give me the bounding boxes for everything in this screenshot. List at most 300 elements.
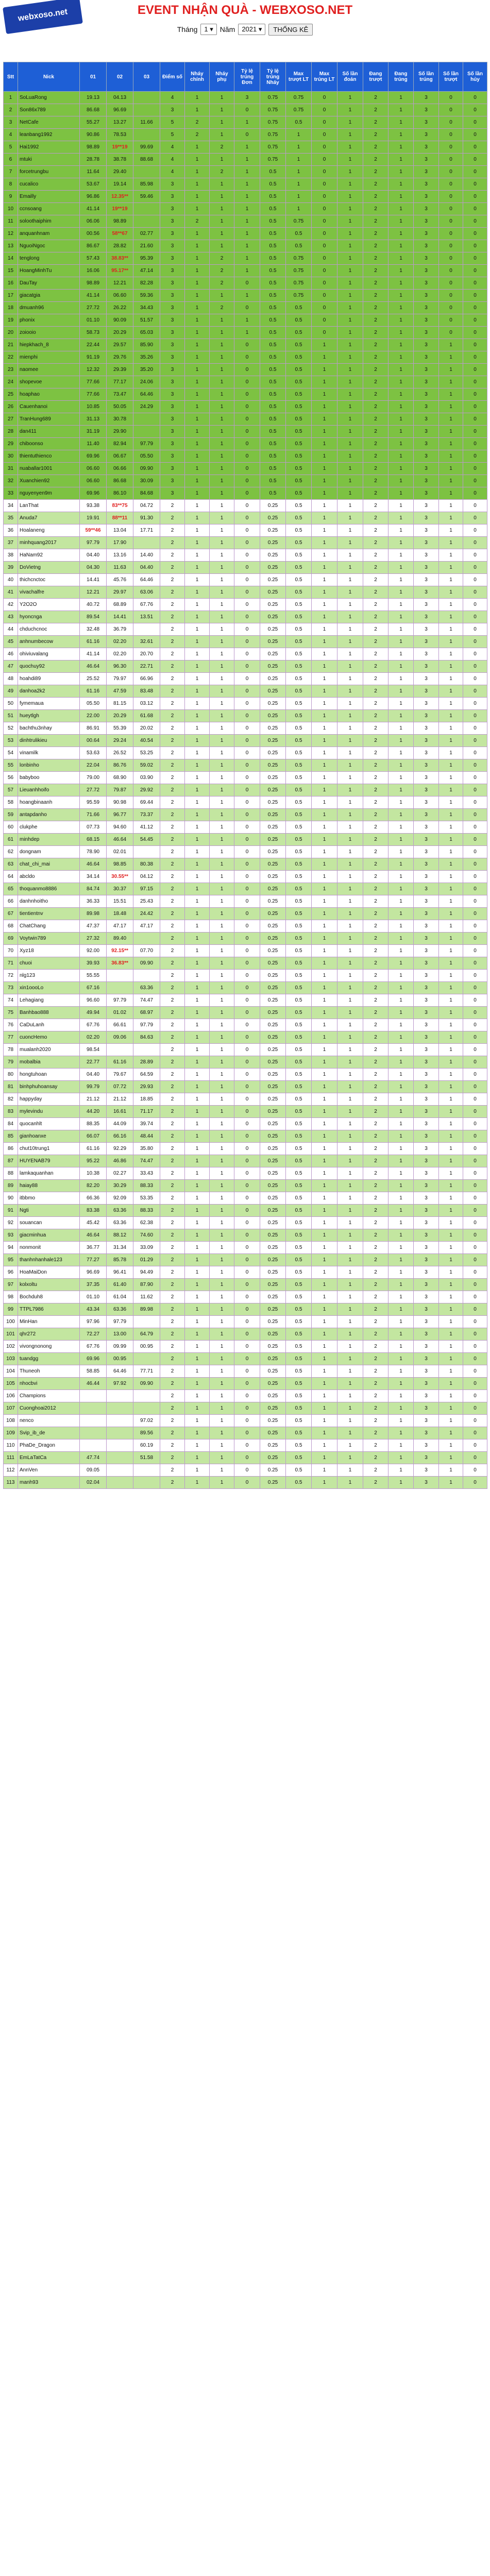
table-cell: 0.5 <box>286 1427 312 1439</box>
nick-cell[interactable]: SoLuaRong <box>18 92 80 104</box>
nick-cell[interactable]: hiepkhach_8 <box>18 339 80 351</box>
nick-cell[interactable]: minhdep <box>18 834 80 846</box>
table-cell: 2 <box>363 1254 388 1266</box>
table-row <box>4 1427 487 1439</box>
nick-cell[interactable]: chuoi <box>18 957 80 970</box>
table-cell: 1 <box>337 1205 363 1217</box>
table-cell: 51.58 <box>133 1452 160 1464</box>
table-cell: 0.25 <box>260 1464 286 1477</box>
nick-cell[interactable]: mienphi <box>18 351 80 364</box>
table-cell: 2 <box>363 908 388 920</box>
table-cell: 42 <box>4 599 18 611</box>
table-cell: 29.40 <box>107 166 133 178</box>
table-cell: 1 <box>312 475 337 487</box>
table-row <box>4 154 487 166</box>
table-cell: 1 <box>210 351 234 364</box>
table-cell: 1 <box>388 302 414 314</box>
table-cell: 1 <box>337 104 363 116</box>
nick-cell[interactable]: vivongnonong <box>18 1341 80 1353</box>
month-select[interactable]: 1 ▾ <box>200 24 216 35</box>
table-cell: 32 <box>4 475 18 487</box>
table-cell: 3 <box>160 277 185 290</box>
table-cell: 1 <box>439 1328 463 1341</box>
nick-cell[interactable]: tenglong <box>18 252 80 265</box>
nick-cell[interactable]: chat_chi_mai <box>18 858 80 871</box>
table-cell: 9 <box>4 191 18 203</box>
table-cell: 0 <box>463 611 487 623</box>
nick-cell[interactable]: haiay88 <box>18 1180 80 1192</box>
table-cell: 94.49 <box>133 1266 160 1279</box>
nick-cell[interactable]: EmLaTatCa <box>18 1452 80 1464</box>
nick-cell[interactable]: thientuthienco <box>18 450 80 463</box>
nick-cell[interactable]: Cuonghoai2012 <box>18 1402 80 1415</box>
table-cell: 1 <box>388 1192 414 1205</box>
table-cell: 1 <box>337 1180 363 1192</box>
nick-cell[interactable]: thoquanmo8886 <box>18 883 80 895</box>
table-cell: 0 <box>439 215 463 228</box>
table-cell: 3 <box>414 1415 439 1427</box>
table-cell: 0 <box>463 1056 487 1069</box>
nick-cell[interactable]: soloothaiphim <box>18 215 80 228</box>
nick-cell[interactable]: chiboonso <box>18 438 80 450</box>
table-cell: 0 <box>312 116 337 129</box>
table-cell: 1 <box>210 1279 234 1291</box>
table-cell: 0.5 <box>260 438 286 450</box>
table-cell: 0.25 <box>260 970 286 982</box>
nick-cell[interactable]: ChatChang <box>18 920 80 933</box>
table-cell: 3 <box>414 1291 439 1303</box>
table-cell: 41 <box>4 586 18 599</box>
table-cell: 0.5 <box>260 426 286 438</box>
table-cell: 1 <box>388 1402 414 1415</box>
nick-cell[interactable]: nonmonit <box>18 1242 80 1254</box>
nick-cell[interactable]: Banhbao888 <box>18 1007 80 1019</box>
nick-cell[interactable]: PhaDe_Dragon <box>18 1439 80 1452</box>
table-cell: 0 <box>463 747 487 759</box>
year-value: 2021 <box>242 25 257 33</box>
nick-cell[interactable]: TTPL7986 <box>18 1303 80 1316</box>
table-cell: 1 <box>439 623 463 636</box>
nick-cell[interactable]: NetCafe <box>18 116 80 129</box>
table-cell: 3 <box>160 252 185 265</box>
table-cell: 1 <box>210 1143 234 1155</box>
column-header: 02 <box>107 62 133 92</box>
nick-cell[interactable]: nhocbvi <box>18 1378 80 1390</box>
table-cell: 3 <box>414 203 439 215</box>
table-cell: 1 <box>439 908 463 920</box>
nick-cell[interactable]: Son86x789 <box>18 104 80 116</box>
table-row <box>4 858 487 871</box>
table-cell: 1 <box>388 1378 414 1390</box>
nick-cell[interactable]: Svip_ib_de <box>18 1427 80 1439</box>
table-cell: 1 <box>388 1143 414 1155</box>
nick-cell[interactable]: vivachalfre <box>18 586 80 599</box>
table-cell: 1 <box>185 500 210 512</box>
nick-cell[interactable]: dan411 <box>18 426 80 438</box>
nick-cell[interactable]: Bochduh8 <box>18 1291 80 1303</box>
table-cell: 1 <box>210 908 234 920</box>
table-cell: 55.27 <box>80 116 107 129</box>
nick-cell[interactable]: kolxoltu <box>18 1279 80 1291</box>
table-cell: 2 <box>363 698 388 710</box>
table-cell: 1 <box>210 920 234 933</box>
table-cell: 2 <box>160 673 185 685</box>
table-cell: 1 <box>185 549 210 562</box>
table-cell: 30.09 <box>133 475 160 487</box>
table-cell: 2 <box>160 1353 185 1365</box>
nick-cell[interactable]: ccnsoang <box>18 203 80 215</box>
table-cell: 55 <box>4 759 18 772</box>
table-cell: 06.60 <box>80 463 107 475</box>
table-cell: 1 <box>337 1106 363 1118</box>
nick-cell[interactable]: abcldo <box>18 871 80 883</box>
table-cell: 95.22 <box>80 1155 107 1167</box>
table-cell: 0.5 <box>260 228 286 240</box>
table-row <box>4 1118 487 1130</box>
nick-cell[interactable]: dongnam <box>18 846 80 858</box>
table-cell: 0.25 <box>260 562 286 574</box>
table-cell: 1 <box>388 450 414 463</box>
nick-cell[interactable]: anhnumbecow <box>18 636 80 648</box>
nick-cell[interactable]: clukphe <box>18 821 80 834</box>
nick-cell[interactable]: Hoalaneng <box>18 524 80 537</box>
nick-cell[interactable]: nuaballar1001 <box>18 463 80 475</box>
nick-cell[interactable]: thanhnhanhale123 <box>18 1254 80 1266</box>
nick-cell[interactable]: NguoiNgoc <box>18 240 80 252</box>
table-cell: 1 <box>337 302 363 314</box>
nick-cell[interactable]: Ngti <box>18 1205 80 1217</box>
nick-cell[interactable]: lamkaquanhan <box>18 1167 80 1180</box>
nick-cell[interactable]: AnnVen <box>18 1464 80 1477</box>
nick-cell[interactable]: hueytlgh <box>18 710 80 722</box>
nick-cell[interactable]: minhquang2017 <box>18 537 80 549</box>
table-cell: 53.63 <box>80 747 107 759</box>
nick-cell[interactable]: MinHan <box>18 1316 80 1328</box>
nick-cell[interactable]: naomee <box>18 364 80 376</box>
nick-cell[interactable]: Xuanchien92 <box>18 475 80 487</box>
nick-cell[interactable]: leanbang1992 <box>18 129 80 141</box>
table-cell: 2 <box>160 858 185 871</box>
table-cell: 3 <box>160 203 185 215</box>
table-cell: 57 <box>4 784 18 796</box>
table-cell: 1 <box>439 512 463 524</box>
table-cell: 97.79 <box>80 537 107 549</box>
table-cell <box>80 1390 107 1402</box>
table-cell: 0.5 <box>286 636 312 648</box>
nick-cell[interactable]: dmuanh96 <box>18 302 80 314</box>
nick-cell[interactable]: hoahdi89 <box>18 673 80 685</box>
nick-cell[interactable]: bachthu3nhay <box>18 722 80 735</box>
nick-cell[interactable]: mtuki <box>18 154 80 166</box>
table-cell: 1 <box>388 957 414 970</box>
nick-cell[interactable]: tientientnv <box>18 908 80 920</box>
nick-cell[interactable]: CaDuLanh <box>18 1019 80 1031</box>
table-cell: 1 <box>439 1378 463 1390</box>
nick-cell[interactable]: nenco <box>18 1415 80 1427</box>
table-cell: 1 <box>337 970 363 982</box>
nick-cell[interactable]: nguyenyen9m <box>18 487 80 500</box>
table-cell: 1 <box>185 314 210 327</box>
nick-cell[interactable]: Lehagiang <box>18 994 80 1007</box>
table-cell: 0 <box>234 1118 260 1130</box>
table-cell: 3 <box>414 636 439 648</box>
nick-cell[interactable]: happyday <box>18 1093 80 1106</box>
nick-cell[interactable]: Thuneoh <box>18 1365 80 1378</box>
table-cell: 1 <box>185 883 210 895</box>
table-cell: 3 <box>414 883 439 895</box>
table-cell: 0 <box>463 1378 487 1390</box>
nick-cell[interactable]: thichcnctoc <box>18 574 80 586</box>
table-cell: 1 <box>312 784 337 796</box>
table-cell <box>107 1390 133 1402</box>
nick-cell[interactable]: itbbmo <box>18 1192 80 1205</box>
nick-cell[interactable]: HaNam92 <box>18 549 80 562</box>
table-cell: 0 <box>312 228 337 240</box>
table-cell: 19**19 <box>107 141 133 154</box>
table-cell: 1 <box>312 883 337 895</box>
table-row <box>4 586 487 599</box>
table-cell: 3 <box>414 141 439 154</box>
table-cell: 0 <box>463 1402 487 1415</box>
nick-cell[interactable]: xin1oooLo <box>18 982 80 994</box>
table-cell: 1 <box>388 1439 414 1452</box>
table-cell: 2 <box>363 438 388 450</box>
nick-cell[interactable]: Lieuanhhoifo <box>18 784 80 796</box>
table-cell: 1 <box>185 772 210 784</box>
nick-cell[interactable]: Emailly <box>18 191 80 203</box>
table-row <box>4 215 487 228</box>
table-cell: 16.06 <box>80 265 107 277</box>
table-cell: 3 <box>414 834 439 846</box>
table-cell: 0 <box>463 599 487 611</box>
nick-cell[interactable]: mualanh2020 <box>18 1044 80 1056</box>
table-cell: 79.97 <box>107 673 133 685</box>
nick-cell[interactable]: mylevindu <box>18 1106 80 1118</box>
nick-cell[interactable]: HoaMaiDon <box>18 1266 80 1279</box>
table-cell: 0 <box>234 438 260 450</box>
nick-cell[interactable]: hongtuhoan <box>18 1069 80 1081</box>
nick-cell[interactable]: DoVietng <box>18 562 80 574</box>
nick-cell[interactable]: Xyz18 <box>18 945 80 957</box>
table-cell: 0 <box>234 772 260 784</box>
table-cell: 0 <box>463 1266 487 1279</box>
nick-cell[interactable]: hyoncnga <box>18 611 80 623</box>
nick-cell[interactable]: phonix <box>18 314 80 327</box>
nick-cell[interactable]: hoaphao <box>18 388 80 401</box>
table-cell: 3 <box>414 1155 439 1167</box>
nick-cell[interactable]: qhr272 <box>18 1328 80 1341</box>
table-cell: 35 <box>4 512 18 524</box>
nick-cell[interactable]: mobalbia <box>18 1056 80 1069</box>
nick-cell[interactable]: Champions <box>18 1390 80 1402</box>
table-row <box>4 1303 487 1316</box>
nick-cell[interactable]: chduchcnoc <box>18 623 80 636</box>
table-cell: 0 <box>439 178 463 191</box>
table-cell: 0.5 <box>286 240 312 252</box>
table-cell: 1 <box>388 809 414 821</box>
table-cell: 1 <box>185 908 210 920</box>
nick-cell[interactable]: antapdanho <box>18 809 80 821</box>
table-cell: 0 <box>463 1069 487 1081</box>
table-cell: 1 <box>388 426 414 438</box>
nick-cell[interactable]: zoiooio <box>18 327 80 339</box>
table-row <box>4 759 487 772</box>
table-row <box>4 1229 487 1242</box>
table-cell: 94.60 <box>107 821 133 834</box>
table-row <box>4 1353 487 1365</box>
nick-cell[interactable]: LanThat <box>18 500 80 512</box>
table-cell: 2 <box>160 512 185 524</box>
nick-cell[interactable]: forcetrungbu <box>18 166 80 178</box>
table-cell: 46.86 <box>107 1155 133 1167</box>
table-cell: 1 <box>210 784 234 796</box>
column-header: Nick <box>18 62 80 92</box>
table-cell: 3 <box>414 1439 439 1452</box>
table-cell: 35.26 <box>133 351 160 364</box>
nick-cell[interactable]: HUYENAB79 <box>18 1155 80 1167</box>
nick-cell[interactable]: fymemaua <box>18 698 80 710</box>
nick-cell[interactable]: Anuda7 <box>18 512 80 524</box>
nick-cell[interactable]: babyboo <box>18 772 80 784</box>
table-cell: 2 <box>363 277 388 290</box>
table-cell: 0.5 <box>286 327 312 339</box>
table-cell: 1 <box>439 611 463 623</box>
table-cell: 1 <box>185 562 210 574</box>
table-row <box>4 1452 487 1464</box>
table-cell: 20.02 <box>133 722 160 735</box>
table-cell: 2 <box>363 957 388 970</box>
nick-cell[interactable]: Hai1992 <box>18 141 80 154</box>
table-cell: 0.5 <box>286 821 312 834</box>
nick-cell[interactable]: anquanhnam <box>18 228 80 240</box>
nick-cell[interactable]: quocanhlt <box>18 1118 80 1130</box>
table-cell: 1 <box>337 1303 363 1316</box>
table-cell: 0 <box>234 388 260 401</box>
table-cell: 1 <box>210 524 234 537</box>
table-cell: 69 <box>4 933 18 945</box>
table-cell: 0.25 <box>260 1303 286 1316</box>
table-cell: 1 <box>210 154 234 166</box>
nick-cell[interactable]: danhoa2k2 <box>18 685 80 698</box>
table-cell: 0 <box>234 933 260 945</box>
nick-cell[interactable]: TranHung689 <box>18 413 80 426</box>
column-header: 01 <box>80 62 107 92</box>
table-cell: 0 <box>463 1439 487 1452</box>
table-cell: 2 <box>363 1365 388 1378</box>
table-cell: 1 <box>388 1130 414 1143</box>
nick-cell[interactable]: nlg123 <box>18 970 80 982</box>
stats-button[interactable]: THỐNG KÊ <box>268 24 313 36</box>
table-cell: 1 <box>312 1031 337 1044</box>
table-cell: 0 <box>312 290 337 302</box>
nick-cell[interactable]: souancan <box>18 1217 80 1229</box>
table-cell: 1 <box>185 1303 210 1316</box>
nick-cell[interactable]: cuoncHemo <box>18 1031 80 1044</box>
table-row <box>4 191 487 203</box>
table-cell: 0 <box>234 1019 260 1031</box>
table-cell: 0.75 <box>286 265 312 277</box>
table-cell: 1 <box>337 685 363 698</box>
table-cell: 1 <box>185 735 210 747</box>
table-cell: 1 <box>210 747 234 759</box>
nick-cell[interactable]: gianhoanxe <box>18 1130 80 1143</box>
nick-cell[interactable]: hoangbinaanh <box>18 796 80 809</box>
nick-cell[interactable]: lonbinho <box>18 759 80 772</box>
table-cell: 1 <box>337 945 363 957</box>
nick-cell[interactable]: tuandgg <box>18 1353 80 1365</box>
table-cell: 0 <box>234 957 260 970</box>
nick-cell[interactable]: binhphuhoansay <box>18 1081 80 1093</box>
nick-cell[interactable]: manh93 <box>18 1477 80 1489</box>
nick-cell[interactable]: Y2O2O <box>18 599 80 611</box>
nick-cell[interactable]: HoangMinhTu <box>18 265 80 277</box>
table-cell: 0 <box>439 314 463 327</box>
table-cell: 3 <box>160 265 185 277</box>
table-cell: 0.5 <box>286 759 312 772</box>
table-cell: 1 <box>337 240 363 252</box>
nick-cell[interactable]: cucalico <box>18 178 80 191</box>
nick-cell[interactable]: danhnhoitho <box>18 895 80 908</box>
table-cell: 1 <box>210 1056 234 1069</box>
table-cell: 2 <box>363 426 388 438</box>
table-cell: 1 <box>312 685 337 698</box>
column-header: Nháy chính <box>185 62 210 92</box>
table-cell: 1 <box>4 92 18 104</box>
table-cell: 1 <box>312 388 337 401</box>
table-cell: 1 <box>312 834 337 846</box>
table-cell: 1 <box>439 1143 463 1155</box>
nick-cell[interactable]: quochuy92 <box>18 660 80 673</box>
nick-cell[interactable]: giacminhua <box>18 1229 80 1242</box>
nick-cell[interactable]: ohiviuvalang <box>18 648 80 660</box>
nick-cell[interactable]: DauTay <box>18 277 80 290</box>
table-cell: 0.25 <box>260 1007 286 1019</box>
table-cell: 1 <box>185 970 210 982</box>
table-cell: 12.21 <box>80 586 107 599</box>
table-cell: 1 <box>439 586 463 599</box>
nick-cell[interactable]: shopevoe <box>18 376 80 388</box>
table-cell: 1 <box>337 871 363 883</box>
nick-cell[interactable]: Voytwin789 <box>18 933 80 945</box>
table-cell: 1 <box>388 364 414 376</box>
nick-cell[interactable]: vinamilk <box>18 747 80 759</box>
table-cell: 3 <box>414 1106 439 1118</box>
table-cell: 66.16 <box>107 1130 133 1143</box>
year-select[interactable]: 2021 ▾ <box>238 24 265 35</box>
table-cell: 04.72 <box>133 500 160 512</box>
nick-cell[interactable]: dinhtrulikieu <box>18 735 80 747</box>
table-cell: 91 <box>4 1205 18 1217</box>
site-logo[interactable]: webxoso.net <box>3 0 83 34</box>
table-cell: 1 <box>312 1365 337 1378</box>
nick-cell[interactable]: chut10trung1 <box>18 1143 80 1155</box>
table-cell: 0 <box>463 1291 487 1303</box>
table-cell: 1 <box>234 191 260 203</box>
table-cell: 47.59 <box>107 685 133 698</box>
table-cell: 0 <box>234 376 260 388</box>
table-cell: 1 <box>210 215 234 228</box>
nick-cell[interactable]: giacatgia <box>18 290 80 302</box>
table-cell: 1 <box>210 685 234 698</box>
table-cell <box>107 1464 133 1477</box>
table-cell: 92 <box>4 1217 18 1229</box>
nick-cell[interactable]: Cauenhanoi <box>18 401 80 413</box>
table-cell: 2 <box>363 759 388 772</box>
table-cell: 2 <box>363 166 388 178</box>
table-cell: 0 <box>312 240 337 252</box>
table-cell: 4 <box>160 154 185 166</box>
table-cell: 3 <box>414 1365 439 1378</box>
